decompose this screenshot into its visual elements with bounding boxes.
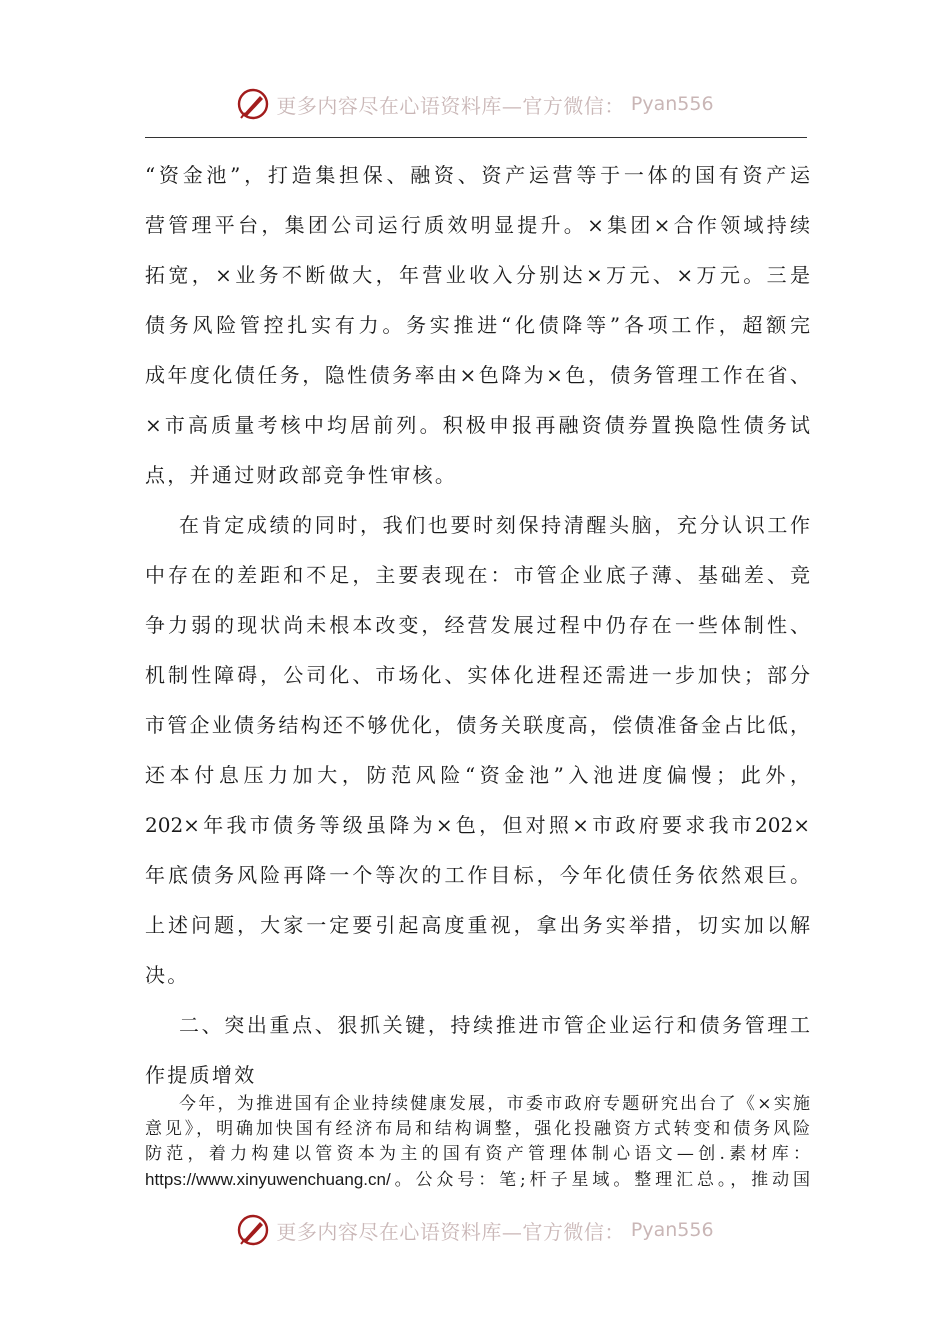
text-segment: 。公众号：笔;杆子星域。整理汇总。，推动国 xyxy=(390,1170,810,1190)
text-line: 拓宽，×业务不断做大，年营业收入分别达×万元、×万元。三是 xyxy=(145,263,810,287)
website-link[interactable]: https://www.xinyuwenchuang.cn/ xyxy=(145,1170,391,1189)
paragraph-policy xyxy=(145,1092,810,1192)
document-body xyxy=(145,150,810,1100)
banner-wechat-id: Pyan556 xyxy=(630,93,714,115)
header-divider xyxy=(145,137,807,138)
text-line: 202×年我市债务等级虽降为×色，但对照×市政府要求我市202× xyxy=(145,813,810,837)
section-heading xyxy=(145,1000,810,1100)
text-line-with-link xyxy=(145,1167,810,1192)
page-header xyxy=(0,84,950,124)
paragraph-shortcomings xyxy=(145,500,810,1000)
text-line: 上述问题，大家一定要引起高度重视，拿出务实举措，切实加以解 xyxy=(145,913,810,937)
text-line: 在肯定成绩的同时，我们也要时刻保持清醒头脑，充分认识工作 xyxy=(179,513,810,537)
text-line: 中存在的差距和不足，主要表现在：市管企业底子薄、基础差、竞 xyxy=(145,563,810,587)
text-line: “资金池”，打造集担保、融资、资产运营等于一体的国有资产运 xyxy=(145,163,810,187)
text-line: 债务风险管控扎实有力。务实推进“化债降等”各项工作，超额完 xyxy=(145,313,810,337)
text-line: 年底债务风险再降一个等次的工作目标，今年化债任务依然艰巨。 xyxy=(145,863,810,887)
text-line: 点，并通过财政部竞争性审核。 xyxy=(145,463,458,487)
text-line: 今年，为推进国有企业持续健康发展，市委市政府专题研究出台了《×实施 xyxy=(179,1094,810,1114)
banner-wechat-id: Pyan556 xyxy=(630,1219,714,1241)
header-banner xyxy=(236,87,713,121)
page-footer xyxy=(0,1210,950,1250)
text-line: ×市高质量考核中均居前列。积极申报再融资债券置换隐性债务试 xyxy=(145,413,810,437)
banner-text: 更多内容尽在心语资料库—官方微信： xyxy=(276,1219,625,1244)
paragraph-achievements xyxy=(145,150,810,500)
text-line: 机制性障碍，公司化、市场化、实体化进程还需进一步加快；部分 xyxy=(145,663,810,687)
footer-banner xyxy=(236,1213,713,1247)
text-line: 成年度化债任务，隐性债务率由×色降为×色，债务管理工作在省、 xyxy=(145,363,810,387)
text-line: 还本付息压力加大，防范风险“资金池”入池进度偏慢；此外， xyxy=(145,763,810,787)
text-line: 意见》，明确加快国有经济布局和结构调整，强化投融资方式转变和债务风险 xyxy=(145,1119,810,1139)
text-line: 决。 xyxy=(145,963,190,987)
banner-text: 更多内容尽在心语资料库—官方微信： xyxy=(276,93,625,118)
text-line: 营管理平台，集团公司运行质效明显提升。×集团×合作领域持续 xyxy=(145,213,810,237)
text-line: 市管企业债务结构还不够优化，债务关联度高，偿债准备金占比低， xyxy=(145,713,810,737)
heading-line: 二、突出重点、狠抓关键，持续推进市管企业运行和债务管理工 xyxy=(179,1013,810,1037)
quill-logo-icon xyxy=(236,87,270,121)
text-line: 防范，着力构建以管资本为主的国有资产管理体制心语文—创.素材库： xyxy=(145,1144,810,1164)
quill-logo-icon xyxy=(236,1213,270,1247)
heading-line: 作提质增效 xyxy=(145,1063,257,1087)
text-line: 争力弱的现状尚未根本改变，经营发展过程中仍存在一些体制性、 xyxy=(145,613,810,637)
